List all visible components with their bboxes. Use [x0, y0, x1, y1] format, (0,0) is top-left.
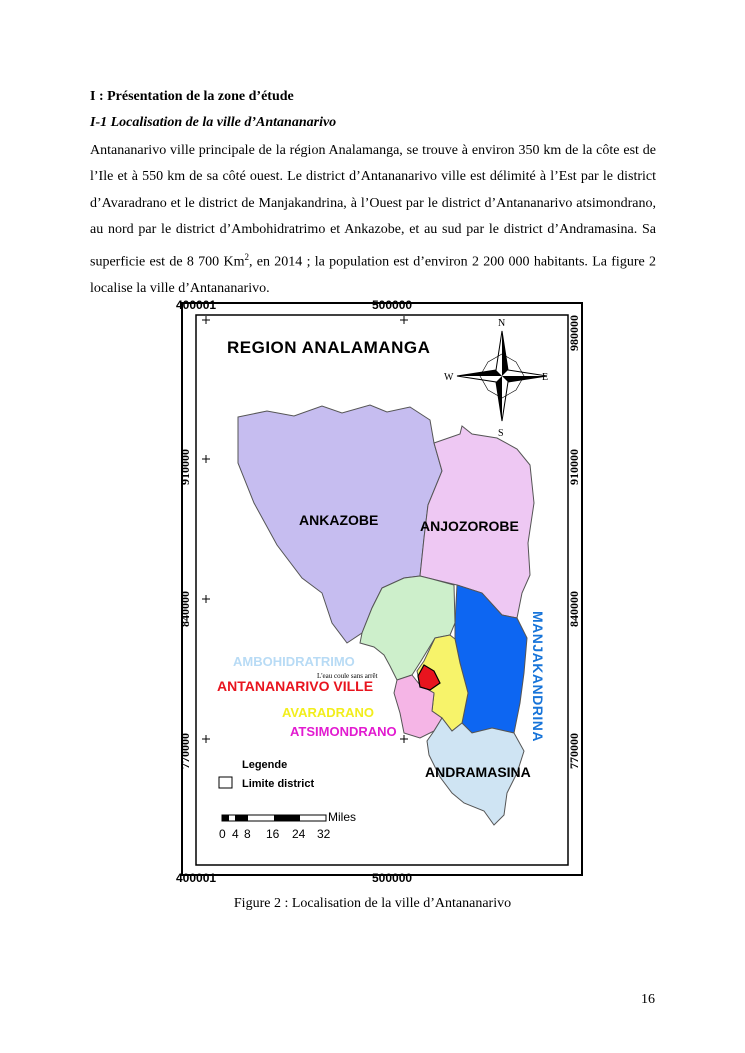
superscript: 2	[244, 251, 249, 262]
label-manjakandrina: MANJAKANDRINA	[530, 611, 546, 742]
label-andramasina: ANDRAMASINA	[425, 764, 531, 780]
legend-title: Legende	[242, 759, 288, 771]
compass-s: S	[498, 428, 504, 439]
label-anjozorobe: ANJOZOROBE	[420, 518, 519, 534]
map-svg	[172, 293, 592, 885]
scale-label-24: 24	[292, 827, 306, 841]
district-map	[172, 293, 592, 890]
x-tick-top-mid: 500000	[372, 298, 413, 312]
scale-label-0: 0	[219, 827, 226, 841]
x-tick-bottom-left: 400001	[176, 871, 217, 885]
label-ankazobe: ANKAZOBE	[299, 512, 379, 528]
scale-label-8: 8	[244, 827, 251, 841]
legend-item: Limite district	[242, 778, 315, 790]
y-tick-right-840000: 840000	[567, 591, 581, 627]
label-atsimondrano: ATSIMONDRANO	[290, 724, 397, 739]
scale-label-4: 4	[232, 827, 239, 841]
figure-caption: Figure 2 : Localisation de la ville d’Antananarivo	[233, 896, 512, 911]
label-antananarivo-ville: ANTANANARIVO VILLE	[217, 678, 374, 694]
y-tick-right-910000: 910000	[567, 449, 581, 485]
label-small-note: L'eau coule sans arrêt	[317, 672, 378, 680]
section-subheading: I-1 Localisation de la ville d’Antananarivo	[90, 115, 337, 130]
paragraph-text-2: , en 2014 ; la population est d’environ 2 200 000 habitants. La figure 2 localise la ville d’Antananarivo.	[90, 254, 656, 296]
scale-label-32: 32	[317, 827, 331, 841]
compass-n: N	[498, 318, 506, 329]
x-tick-bottom-mid: 500000	[372, 871, 413, 885]
y-tick-left-770000: 770000	[178, 733, 192, 769]
section-heading: I : Présentation de la zone d’étude	[90, 89, 294, 104]
y-tick-left-910000: 910000	[178, 449, 192, 485]
legend-swatch	[219, 777, 232, 788]
x-tick-top-left: 400001	[176, 298, 217, 312]
label-ambohidratrimo: AMBOHIDRATRIMO	[233, 654, 355, 669]
body-paragraph	[90, 138, 656, 302]
scale-label-16: 16	[266, 827, 280, 841]
label-avaradrano: AVARADRANO	[282, 705, 374, 720]
y-tick-right-770000: 770000	[567, 733, 581, 769]
region-title: REGION ANALAMANGA	[227, 338, 431, 357]
compass-w: W	[444, 372, 454, 383]
y-tick-right-980000: 980000	[567, 315, 581, 351]
y-tick-left-840000: 840000	[178, 591, 192, 627]
scale-unit: Miles	[328, 810, 357, 824]
compass-e: E	[542, 372, 549, 383]
page-number: 16	[641, 992, 655, 1007]
paragraph-text-1: Antananarivo ville principale de la région Analamanga, se trouve à environ 350 km de la côte est de l’Ile et à 550 km de sa côté ouest. Le district d’Antananarivo ville est délimité à l’Est par le district d’Avaradrano et le district de Manjakandrina, à l’Ouest par le district d’Antananarivo atsimondrano, au nord par le district d’Ambohidratrimo et Ankazobe, et au sud par le district d’Andramasina. Sa superficie est de 8 700 Km	[90, 143, 656, 270]
